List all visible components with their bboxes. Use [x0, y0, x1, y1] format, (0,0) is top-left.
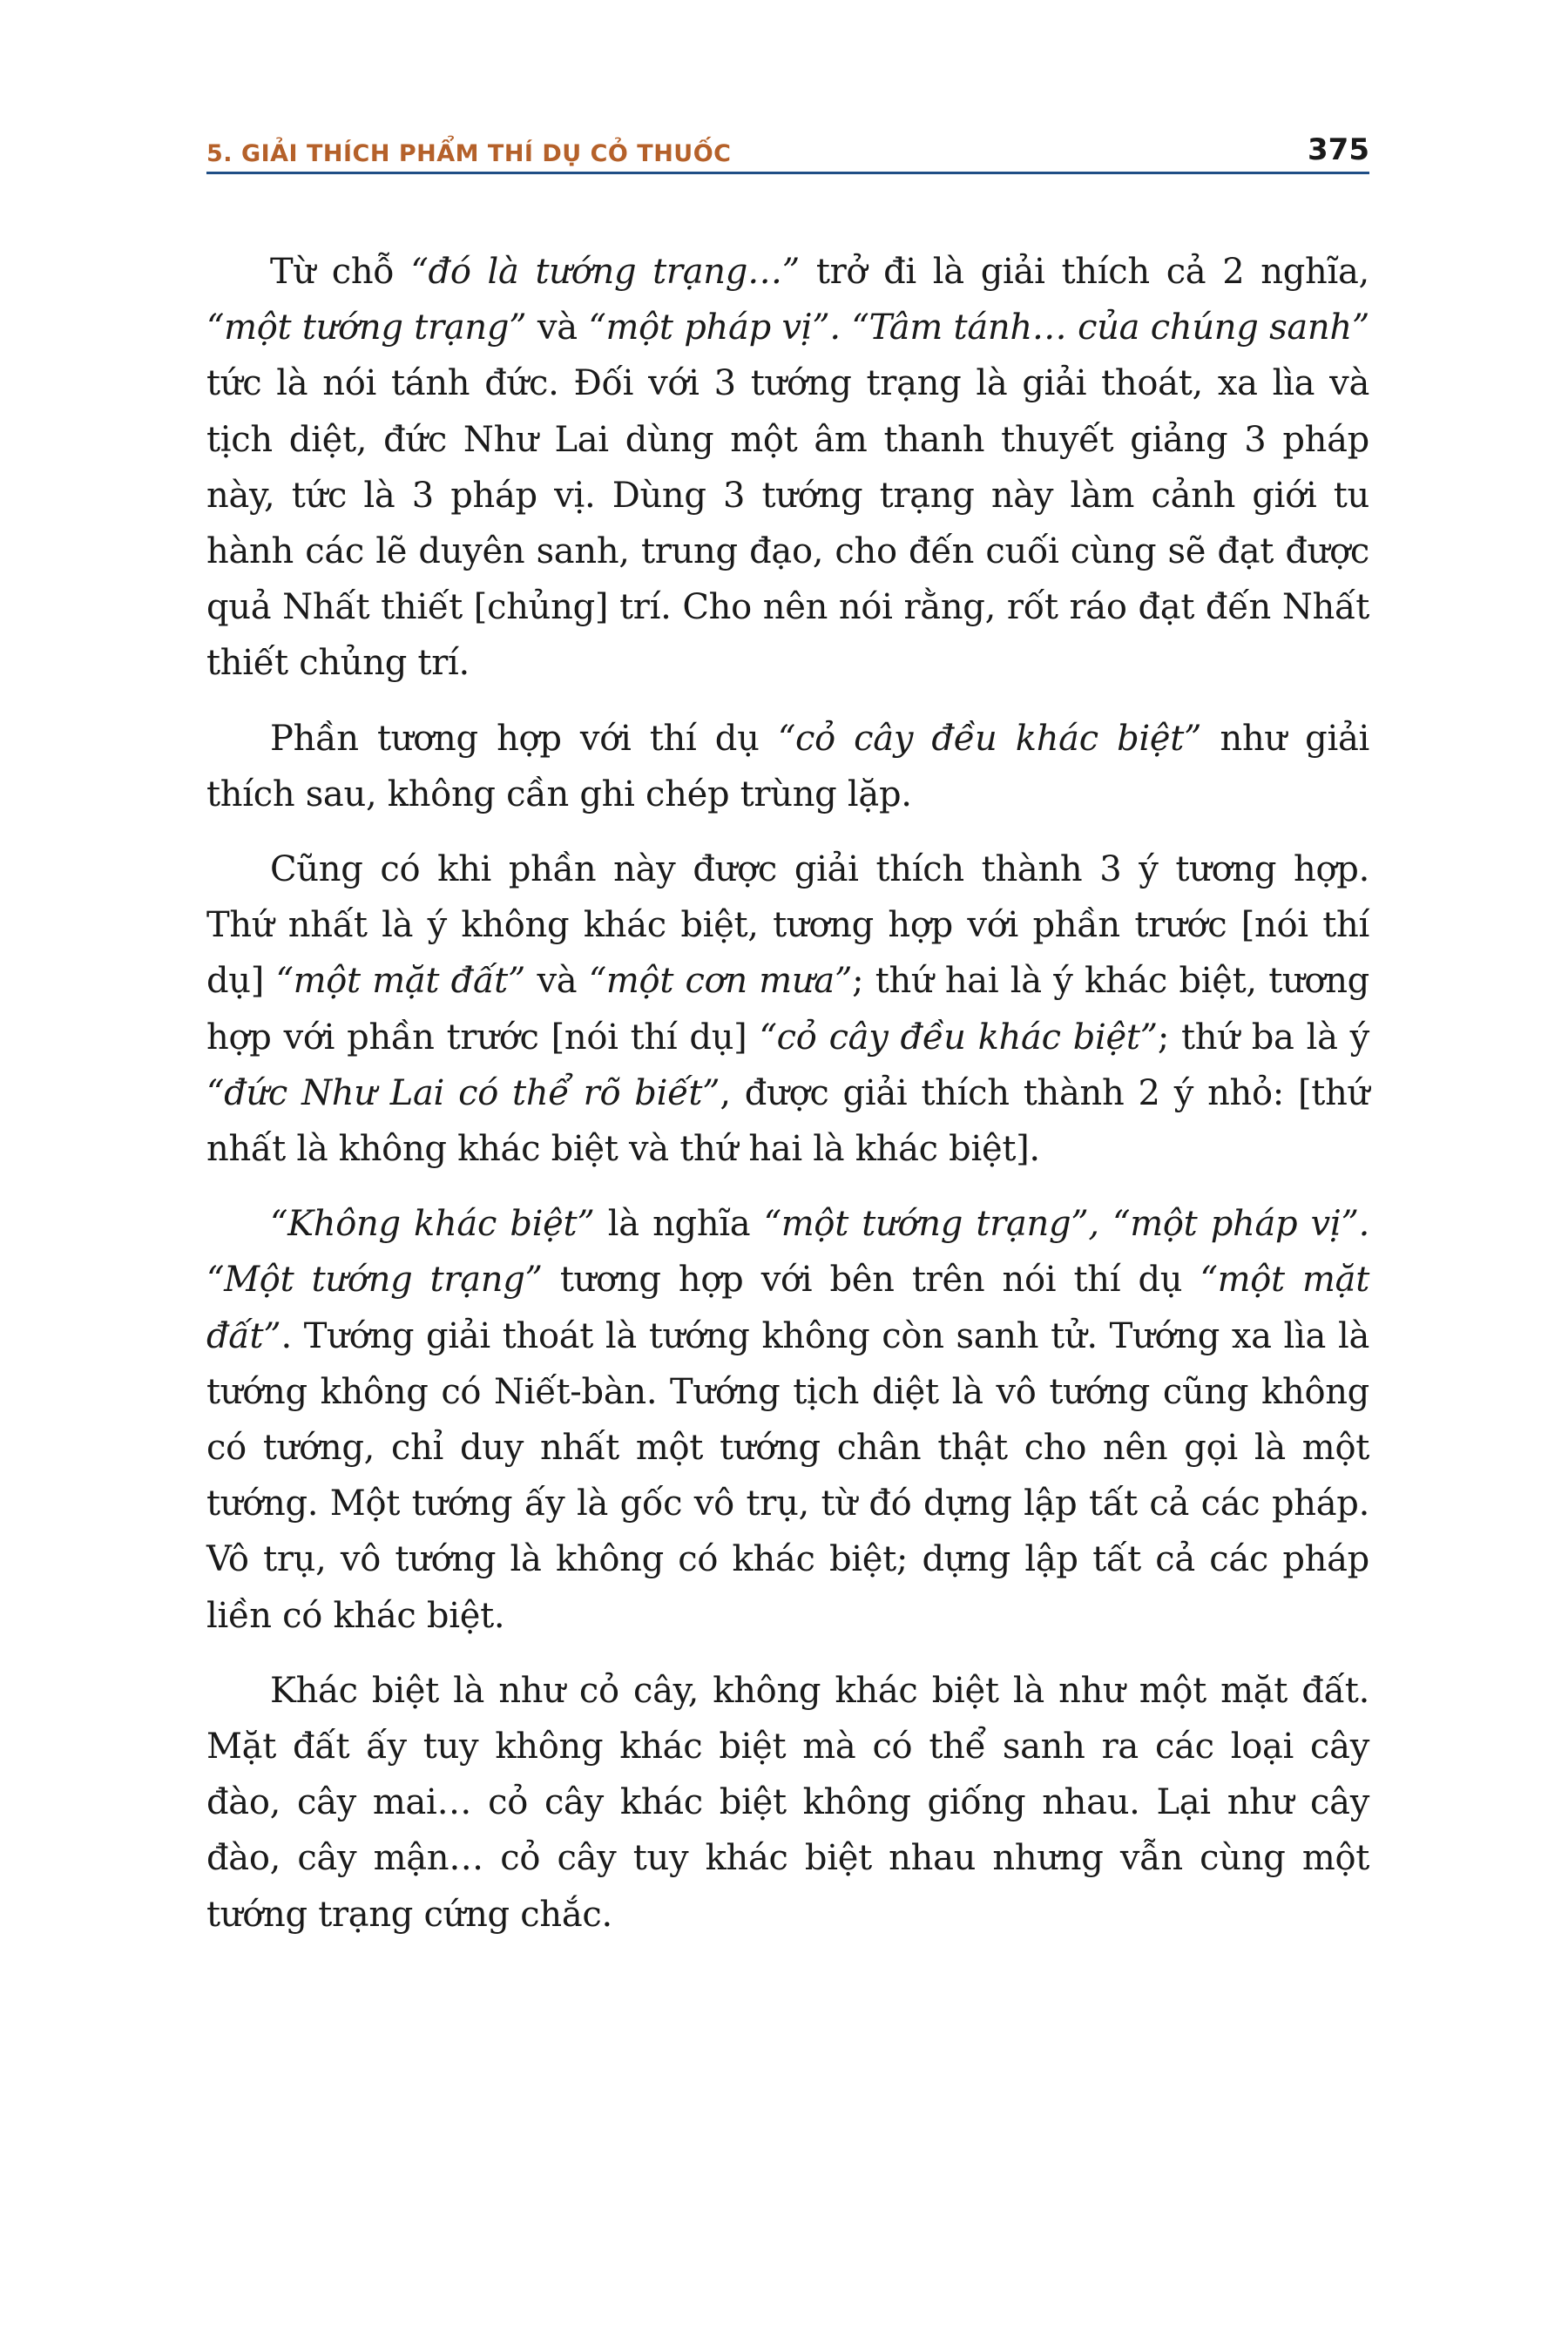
italic-quote: “một mặt đất” [206, 1260, 1369, 1356]
body-text [206, 244, 1369, 1962]
paragraph [206, 1663, 1369, 1943]
text-run: và [526, 308, 589, 348]
italic-quote: “Không khác biệt” [270, 1204, 595, 1245]
text-run: Cũng có khi phần này được giải thích thành 3 ý tương hợp. Thứ nhất là ý không khác biệt, tương hợp với phần trước [nói thí dụ] [206, 849, 1369, 1002]
paragraph [206, 711, 1369, 822]
text-run: trở đi là giải thích cả 2 nghĩa, [799, 252, 1369, 292]
chapter-title: 5. GIẢI THÍCH PHẨM THÍ DỤ CỎ THUỐC [206, 140, 732, 167]
page-number: 375 [1308, 132, 1369, 167]
text-run: tương hợp với bên trên nói thí dụ [542, 1260, 1200, 1301]
italic-quote: “đó là tướng trạng…” [410, 252, 800, 292]
italic-quote: “đức Như Lai có thể rõ biết” [206, 1072, 720, 1113]
running-header [206, 129, 1369, 174]
text-run: ; thứ hai là ý khác biệt, tương hợp với phần trước [nói thí dụ] [206, 961, 1369, 1058]
text-run: tức là nói tánh đức. Đối với 3 tướng trạng là giải thoát, xa lìa và tịch diệt, đức Như Lai dùng một âm thanh thuyết giảng 3 pháp này, tức là 3 pháp vị. Dùng 3 tướng trạng này làm cảnh giới tu hành các lẽ duyên sanh, trung đạo, cho đến cuối cùng sẽ đạt được quả Nhất thiết [chủng] trí. Cho nên nói rằng, rốt ráo đạt đến Nhất thiết chủng trí. [206, 363, 1369, 684]
text-run: Từ chỗ [270, 252, 411, 292]
paragraph [206, 841, 1369, 1177]
text-run: ; thứ ba là ý [1157, 1017, 1369, 1058]
text-run: Khác biệt là như cỏ cây, không khác biệt là như một mặt đất. Mặt đất ấy tuy không khác biệt mà có thể sanh ra các loại cây đào, cây mai… cỏ cây khác biệt không giống nhau. Lại như cây đào, cây mận… cỏ cây tuy khác biệt nhau nhưng vẫn cùng một tướng trạng cứng chắc. [206, 1670, 1369, 1935]
text-run: . Tướng giải thoát là tướng không còn sanh tử. Tướng xa lìa là tướng không có Niết-bàn. Tướng tịch diệt là vô tướng cũng không có tướng, chỉ duy nhất một tướng chân thật cho nên gọi là một tướng. Một tướng ấy là gốc vô trụ, từ đó dựng lập tất cả các pháp. Vô trụ, vô tướng là không có khác biệt; dựng lập tất cả các pháp liền có khác biệt. [206, 1315, 1369, 1636]
italic-quote: “một cơn mưa” [588, 961, 853, 1002]
text-run: Phần tương hợp với thí dụ [270, 718, 778, 759]
paragraph [206, 244, 1369, 692]
text-run: như giải thích sau, không cần ghi chép trùng lặp. [206, 718, 1369, 814]
text-run: , được giải thích thành 2 ý nhỏ: [thứ nhất là không khác biệt và thứ hai là khác biệt]. [206, 1072, 1370, 1170]
italic-quote: “cỏ cây đều khác biệt” [759, 1017, 1158, 1058]
paragraph [206, 1196, 1369, 1644]
italic-quote: “một tướng trạng” [206, 308, 527, 348]
italic-quote: “một mặt đất” [275, 961, 526, 1002]
header-rule [206, 172, 1369, 174]
text-run: và [525, 961, 589, 1002]
italic-quote: “một pháp vị”. “Tâm tánh… của chúng sanh” [588, 308, 1369, 348]
text-run: là nghĩa [594, 1204, 764, 1245]
italic-quote: “cỏ cây đều khác biệt” [777, 718, 1202, 759]
italic-quote: “một tướng trạng”, “một pháp vị”. “Một tướng trạng” [206, 1204, 1370, 1301]
